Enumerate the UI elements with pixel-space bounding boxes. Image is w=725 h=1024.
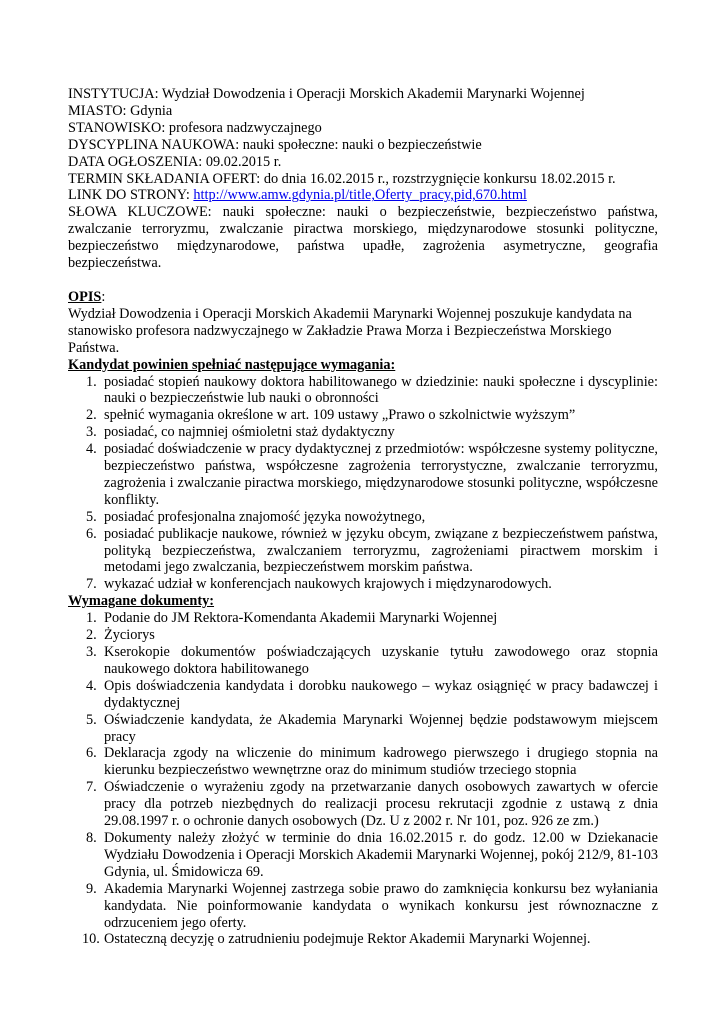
list-number: 6.: [86, 745, 97, 762]
document-text: Ostateczną decyzję o zatrudnieniu podejmuje Rektor Akademii Marynarki Wojennej.: [104, 931, 591, 948]
position-label: STANOWISKO:: [68, 119, 166, 136]
document-item: [68, 931, 658, 948]
city-line: [68, 103, 658, 120]
requirements-heading: Kandydat powinien spełniać następujące wymagania:: [68, 356, 396, 373]
position-line: [68, 120, 658, 137]
document-text: Opis doświadczenia kandydata i dorobku naukowego – wykaz osiągnięć w pracy badawczej i dydaktycznej: [104, 677, 658, 711]
document-text: Oświadczenie o wyrażeniu zgody na przetwarzanie danych osobowych zawartych w ofercie pracy dla potrzeb niezbędnych do realizacji procesu rekrutacji zgodnie z ustawą z dnia 29.08.1997 r. o ochronie danych osobowych (Dz. U z 2002 r. Nr 101, poz. 926 ze zm.): [104, 779, 658, 830]
list-number: 1.: [86, 373, 97, 390]
keywords-value: nauki społeczne: nauki o bezpieczeństwie, bezpieczeństwo państwa, zwalczanie terroryzmu, zwalczanie piractwa morskiego, międzynarodowe stosunki polityczne, bezpieczeństwo międzynarodowe, państwa upadłe, zagrożenia asymetryczne, geografia bezpieczeństwa.: [68, 204, 658, 272]
document-item: [68, 678, 658, 712]
document-item: [68, 830, 658, 881]
date-label: DATA OGŁOSZENIA:: [68, 153, 203, 170]
list-number: 7.: [86, 779, 97, 796]
document-text: Akademia Marynarki Wojennej zastrzega sobie prawo do zamknięcia konkursu bez wyłaniania kandydata. Nie poinformowanie kandydata o wynikach konkursu jest równoznaczne z odrzuceniem jego oferty.: [104, 880, 658, 931]
list-number: 5.: [86, 508, 97, 525]
list-number: 9.: [86, 880, 97, 897]
list-number: 10.: [82, 931, 100, 948]
requirement-item: [68, 509, 658, 526]
requirement-item: [68, 441, 658, 509]
institution-line: [68, 86, 658, 103]
position-value: profesora nadzwyczajnego: [168, 119, 322, 136]
document-text: Oświadczenie kandydata, że Akademia Marynarki Wojennej będzie podstawowym miejscem pracy: [104, 711, 658, 745]
list-number: 6.: [86, 525, 97, 542]
discipline-value: nauki społeczne: nauki o bezpieczeństwie: [242, 136, 482, 153]
document-text: Podanie do JM Rektora-Komendanta Akademii Marynarki Wojennej: [104, 610, 498, 627]
deadline-value: do dnia 16.02.2015 r., rozstrzygnięcie konkursu 18.02.2015 r.: [263, 170, 616, 187]
description-heading-colon: :: [101, 288, 106, 305]
requirement-text: posiadać doświadczenie w pracy dydaktycznej z przedmiotów: współczesne systemy polityczne, bezpieczeństwo państwa, współczesne zagrożenia terrorystyczne, zwalczanie terroryzmu, zagrożenia i zwalczanie piractwa morskiego, międzynarodowe stosunki polityczne, współczesne konflikty.: [104, 441, 658, 508]
link-label: LINK DO STRONY:: [68, 187, 190, 204]
keywords-label: SŁOWA KLUCZOWE:: [68, 204, 212, 221]
list-number: 1.: [86, 610, 97, 627]
requirement-text: posiadać stopień naukowy doktora habilitowanego w dziedzinie: nauki społeczne i dyscyplinie: nauki o bezpieczeństwie lub nauki o obronności: [104, 373, 658, 407]
discipline-line: [68, 137, 658, 154]
description-heading-line: [68, 289, 658, 306]
list-number: 3.: [86, 644, 97, 660]
document-text: Kserokopie dokumentów poświadczających uzyskanie tytułu zawodowego oraz stopnia naukowego doktora habilitowanego: [104, 644, 658, 677]
deadline-line: [68, 171, 658, 188]
requirement-item: [68, 424, 658, 441]
list-number: 4.: [86, 441, 97, 458]
date-line: [68, 154, 658, 171]
list-number: 2.: [86, 627, 97, 644]
documents-heading: Wymagane dokumenty:: [68, 593, 215, 610]
date-value: 09.02.2015 r.: [205, 153, 282, 170]
institution-label: INSTYTUCJA:: [68, 86, 159, 102]
requirement-text: posiadać publikacje naukowe, również w języku obcym, związane z bezpieczeństwem państwa, polityką bezpieczeństwa, zwalczaniem terroryzmu, zagrożeniami piractwem morskim i metodami jego zwalczania, bezpieczeństwem morskim państwa.: [104, 525, 658, 576]
documents-list: [68, 610, 658, 948]
list-number: 2.: [86, 407, 97, 424]
institution-value: Wydział Dowodzenia i Operacji Morskich Akademii Marynarki Wojennej: [161, 86, 585, 102]
list-number: 8.: [86, 829, 97, 846]
document-item: [68, 610, 658, 627]
spacer: [68, 272, 658, 289]
keywords-paragraph: [68, 204, 658, 272]
requirement-text: posiadać profesjonalna znajomość języka nowożytnego,: [104, 508, 426, 525]
document-item: [68, 644, 658, 678]
requirement-item: [68, 407, 658, 424]
document-text: Życiorys: [104, 627, 155, 644]
list-number: 4.: [86, 677, 97, 694]
offer-link[interactable]: http://www.amw.gdynia.pl/title,Oferty_pracy,pid,670.html: [193, 187, 527, 204]
city-value: Gdynia: [130, 102, 173, 119]
list-number: 7.: [86, 576, 97, 593]
requirement-item: [68, 526, 658, 577]
description-heading: OPIS: [68, 288, 102, 305]
requirements-heading-line: [68, 357, 658, 374]
city-label: MIASTO:: [68, 102, 127, 119]
document-item: [68, 779, 658, 830]
requirements-list: [68, 374, 658, 594]
requirement-text: wykazać udział w konferencjach naukowych krajowych i międzynarodowych.: [104, 576, 552, 593]
list-number: 5.: [86, 711, 97, 728]
document-item: [68, 745, 658, 779]
requirement-text: spełnić wymagania określone w art. 109 ustawy „Prawo o szkolnictwie wyższym”: [104, 407, 576, 424]
documents-heading-line: [68, 593, 658, 610]
document-text: Dokumenty należy złożyć w terminie do dnia 16.02.2015 r. do godz. 12.00 w Dziekanacie Wydziału Dowodzenia i Operacji Morskich Akademii Marynarki Wojennej, pokój 212/9, 81-103 Gdynia, ul. Śmidowicza 69.: [104, 829, 658, 880]
discipline-label: DYSCYPLINA NAUKOWA:: [68, 136, 240, 153]
list-number: 3.: [86, 424, 97, 441]
document-item: [68, 712, 658, 746]
document-item: [68, 881, 658, 932]
deadline-label: TERMIN SKŁADANIA OFERT:: [68, 170, 261, 187]
requirement-text: posiadać, co najmniej ośmioletni staż dydaktyczny: [104, 424, 395, 441]
link-line: [68, 187, 658, 204]
requirement-item: [68, 576, 658, 593]
document-page: [68, 86, 658, 948]
requirement-item: [68, 374, 658, 408]
description-text: Wydział Dowodzenia i Operacji Morskich Akademii Marynarki Wojennej poszukuje kandydata na stanowisko profesora nadzwyczajnego w Zakładzie Prawa Morza i Bezpieczeństwa Morskiego Państwa.: [68, 305, 632, 356]
document-text: Deklaracja zgody na wliczenie do minimum kadrowego pierwszego i drugiego stopnia na kierunku bezpieczeństwo wewnętrzne oraz do minimum studiów trzeciego stopnia: [104, 745, 658, 779]
document-item: [68, 627, 658, 644]
